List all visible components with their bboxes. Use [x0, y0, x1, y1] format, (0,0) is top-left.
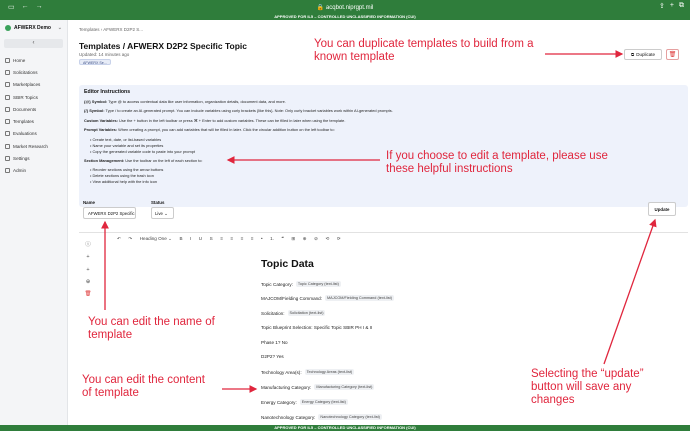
format-tool-button[interactable]: ❝: [281, 236, 284, 241]
new-tab-icon[interactable]: +: [669, 2, 674, 9]
format-tool-button[interactable]: ≡: [250, 236, 254, 241]
redo-icon[interactable]: ↷: [128, 236, 133, 241]
instruction-text: • Reorder sections using the arrow buttons: [90, 167, 164, 172]
status-select[interactable]: [151, 207, 174, 219]
instruction-line: [84, 99, 286, 104]
variable-pill[interactable]: MAJCOM/Fielding Command (text-list): [327, 296, 392, 300]
trash-section-icon[interactable]: 🗑: [84, 291, 92, 297]
instruction-text: • Delete sections using the trash icon: [90, 173, 154, 178]
field-label: Solicitation:: [261, 310, 285, 316]
add-variable-icon[interactable]: +: [86, 267, 90, 273]
format-tool-button[interactable]: ⟲: [325, 236, 330, 241]
document-field[interactable]: [261, 281, 341, 287]
document-field[interactable]: [261, 399, 348, 405]
browser-actions: [659, 2, 684, 10]
tabs-icon[interactable]: ⧉: [679, 2, 684, 9]
instruction-text: • View additional help with the info icon: [90, 179, 158, 184]
format-tool-button[interactable]: S: [209, 236, 213, 241]
field-label: Nanotechnology Category:: [261, 414, 316, 420]
org-switcher[interactable]: [0, 20, 67, 36]
org-name: AFWERX Demo: [14, 25, 51, 31]
lock-icon: 🔒: [316, 4, 326, 11]
info-icon[interactable]: ⓘ: [85, 242, 91, 248]
sidebar-item-label: Evaluations: [13, 131, 37, 137]
document-field[interactable]: [261, 325, 372, 330]
collapse-sidebar-button[interactable]: ‹: [4, 39, 63, 48]
format-tool-button[interactable]: 1.: [270, 236, 274, 241]
share-icon[interactable]: ⇪: [659, 3, 665, 10]
sidebar-item-label: Templates: [13, 119, 34, 125]
annotation-instructions: If you choose to edit a template, please use these helpful instructions: [386, 150, 608, 175]
instruction-line: [84, 118, 345, 123]
address-bar[interactable]: [0, 4, 690, 11]
document-field[interactable]: [261, 414, 382, 420]
instruction-line: [84, 158, 203, 163]
variable-pill[interactable]: Technology Areas (text-list): [306, 370, 353, 374]
template-tag: AFWERX Se...: [79, 59, 111, 65]
variable-pill[interactable]: Manufacturing Category (text-list): [316, 385, 373, 389]
sidebar-item-label: Documents: [13, 106, 37, 112]
sidebar-item-label: Admin: [13, 168, 27, 174]
instruction-text: Type / to create an AI-generated prompt. You can include variables using curly brackets {like this}. Note: Only curly bracket variables work within AI-generated prompts.: [104, 108, 393, 113]
sidebar-item-sbir-topics[interactable]: [0, 91, 67, 103]
document-field[interactable]: [261, 295, 394, 301]
gear-icon: [5, 156, 10, 161]
undo-icon[interactable]: ↶: [117, 236, 121, 241]
instruction-text: Type @ to access contextual data like user information, organization details, document data, and more.: [107, 99, 286, 104]
add-section-icon[interactable]: +: [86, 254, 90, 260]
format-tool-button[interactable]: ⊕: [302, 236, 307, 241]
browser-toolbar: [0, 0, 690, 14]
classification-banner-top: APPROVED FOR IL5 – CONTROLLED UNCLASSIFIED INFORMATION (CUI): [0, 14, 690, 20]
editor-instructions: [79, 85, 688, 207]
update-button[interactable]: Update: [648, 202, 676, 216]
instruction-text: When creating a prompt, you can add variables that will be filled in later. Click the circular addition button on the left toolbar to:: [117, 127, 335, 132]
sidebar-toggle-icon[interactable]: ▭: [8, 4, 15, 11]
document-title[interactable]: Topic Data: [261, 258, 314, 270]
instruction-line: [90, 137, 161, 142]
format-tool-button[interactable]: ≡: [240, 236, 244, 241]
user-icon: [5, 168, 10, 173]
document-field[interactable]: [261, 354, 284, 359]
format-tool-button[interactable]: U: [198, 236, 203, 241]
format-tool-button[interactable]: •: [260, 236, 263, 241]
instruction-line: [90, 173, 154, 178]
instruction-line: [90, 167, 163, 172]
classification-banner-bottom: APPROVED FOR IL5 – CONTROLLED UNCLASSIFIED INFORMATION (CUI): [0, 425, 690, 431]
forward-icon[interactable]: →: [35, 3, 43, 10]
instruction-line: [90, 149, 195, 154]
format-tool-button[interactable]: I: [190, 236, 192, 241]
instruction-line: [90, 179, 157, 184]
instruction-text: • Copy the generated variable code to paste into your prompt: [90, 149, 195, 154]
variable-pill[interactable]: Energy Category (text-list): [301, 400, 346, 404]
check-icon: [5, 131, 10, 136]
format-tool-button[interactable]: ⊞: [291, 236, 296, 241]
instruction-key: Prompt Variables:: [84, 127, 118, 132]
instruction-key: Custom Variables:: [84, 118, 118, 123]
instructions-heading: Editor Instructions: [84, 89, 131, 95]
sidebar-item-evaluations[interactable]: [0, 128, 67, 140]
field-label: Topic Category:: [261, 281, 293, 287]
updated-timestamp: Updated: 14 minutes ago: [79, 52, 130, 57]
instruction-line: [90, 143, 163, 148]
document-field[interactable]: [261, 340, 288, 345]
main-content: [68, 20, 690, 425]
page-title: Templates / AFWERX D2P2 Specific Topic: [79, 41, 247, 51]
url-text: acqbot.niprgpt.mil: [325, 4, 374, 11]
format-tool-button[interactable]: ⟳: [336, 236, 341, 241]
sidebar-item-market-research[interactable]: [0, 140, 67, 152]
instruction-line: [84, 108, 393, 113]
variable-pill[interactable]: Nanotechnology Category (text-list): [320, 415, 380, 419]
back-icon[interactable]: ←: [21, 3, 29, 10]
sidebar-item-label: Solicitations: [13, 69, 38, 75]
sidebar-item-label: Marketplaces: [13, 82, 41, 88]
document-field[interactable]: [261, 384, 374, 390]
status-label: Status: [151, 200, 165, 205]
document-icon: [5, 70, 10, 75]
file-icon: [5, 107, 10, 112]
field-label: Technology Area(s):: [261, 369, 302, 375]
field-label: MAJCOM/Fielding Command:: [261, 295, 323, 301]
org-logo-icon: [5, 25, 11, 31]
sidebar-item-label: Settings: [13, 156, 30, 162]
document-field[interactable]: [261, 369, 354, 375]
chevron-updown-icon: ⌄: [57, 25, 62, 31]
trash-icon: 🗑: [668, 52, 677, 58]
store-icon: [5, 82, 10, 87]
sidebar-item-label: Market Research: [13, 143, 48, 149]
name-input[interactable]: AFWERX D2P2 Specific: [83, 207, 136, 219]
instruction-line: [84, 127, 335, 132]
field-label: Energy Category:: [261, 399, 297, 405]
field-label: D2P2? Yes: [261, 354, 284, 359]
sidebar-item-label: Home: [13, 57, 26, 63]
heading-select-value: Heading One: [139, 236, 167, 241]
annotation-content: You can edit the content of template: [82, 374, 205, 399]
sidebar-item-templates[interactable]: [0, 115, 67, 127]
instruction-key: Section Management:: [84, 158, 125, 163]
instruction-text: Use the + button in the left toolbar or press ⌘ + Enter to add custom variables. These can be filled in later when using the template.: [117, 118, 346, 123]
sidebar-item-label: SBIR Topics: [13, 94, 38, 100]
variable-pill[interactable]: Topic Category (text-list): [297, 282, 339, 286]
annotation-duplicate: You can duplicate templates to build from a known template: [314, 38, 534, 63]
sidebar-item-settings[interactable]: [0, 152, 67, 164]
chevron-down-icon: ⌄: [164, 211, 168, 216]
breadcrumb[interactable]: Templates › AFWERX D2P2 S...: [79, 27, 144, 32]
instruction-text: • Name your variable and set its properties: [90, 143, 164, 148]
format-tool-button[interactable]: ≡: [220, 236, 223, 241]
annotation-name: You can edit the name of template: [88, 316, 215, 341]
heading-select[interactable]: Heading One ⌄: [139, 236, 172, 241]
duplicate-button[interactable]: [624, 49, 662, 60]
sidebar-item-home[interactable]: [0, 54, 67, 66]
sidebar-item-admin[interactable]: [0, 165, 67, 177]
delete-button[interactable]: [666, 49, 679, 60]
sidebar-item-documents[interactable]: [0, 103, 67, 115]
instruction-text: Use the toolbar on the left of each section to:: [124, 158, 203, 163]
duplicate-label: Duplicate: [636, 52, 655, 57]
variable-pill[interactable]: Solicitation (text-list): [289, 311, 324, 315]
document-field[interactable]: [261, 310, 325, 316]
sidebar-item-marketplaces[interactable]: [0, 79, 67, 91]
home-icon: [5, 58, 10, 63]
field-label: Manufacturing Category:: [261, 384, 312, 390]
name-label: Name: [83, 200, 95, 205]
sidebar-item-solicitations[interactable]: [0, 66, 67, 78]
instruction-text: • Create text, date, or list-based variables: [90, 137, 162, 142]
instruction-key: {/} Symbol:: [84, 108, 105, 113]
status-value: Live: [155, 211, 163, 216]
list-icon: [5, 95, 10, 100]
template-icon: [5, 119, 10, 124]
copy-icon: ⧉: [631, 52, 635, 57]
sidebar: [0, 20, 68, 425]
field-label: Phase 1? No: [261, 340, 288, 345]
annotation-update: Selecting the “update” button will save any changes: [531, 368, 644, 406]
format-tool-button[interactable]: ⊘: [314, 236, 318, 241]
field-label: Topic Blueprint Selection: Specific Topic SBIR PH I & II: [261, 325, 373, 330]
move-section-icon[interactable]: ⊕: [85, 279, 91, 285]
format-toolbar: [117, 236, 341, 242]
search-icon: [5, 144, 10, 149]
format-tool-button[interactable]: ≡: [230, 236, 234, 241]
format-tool-button[interactable]: B: [179, 236, 183, 241]
sidebar-nav: [0, 54, 67, 177]
instruction-key: {@} Symbol:: [84, 99, 108, 104]
